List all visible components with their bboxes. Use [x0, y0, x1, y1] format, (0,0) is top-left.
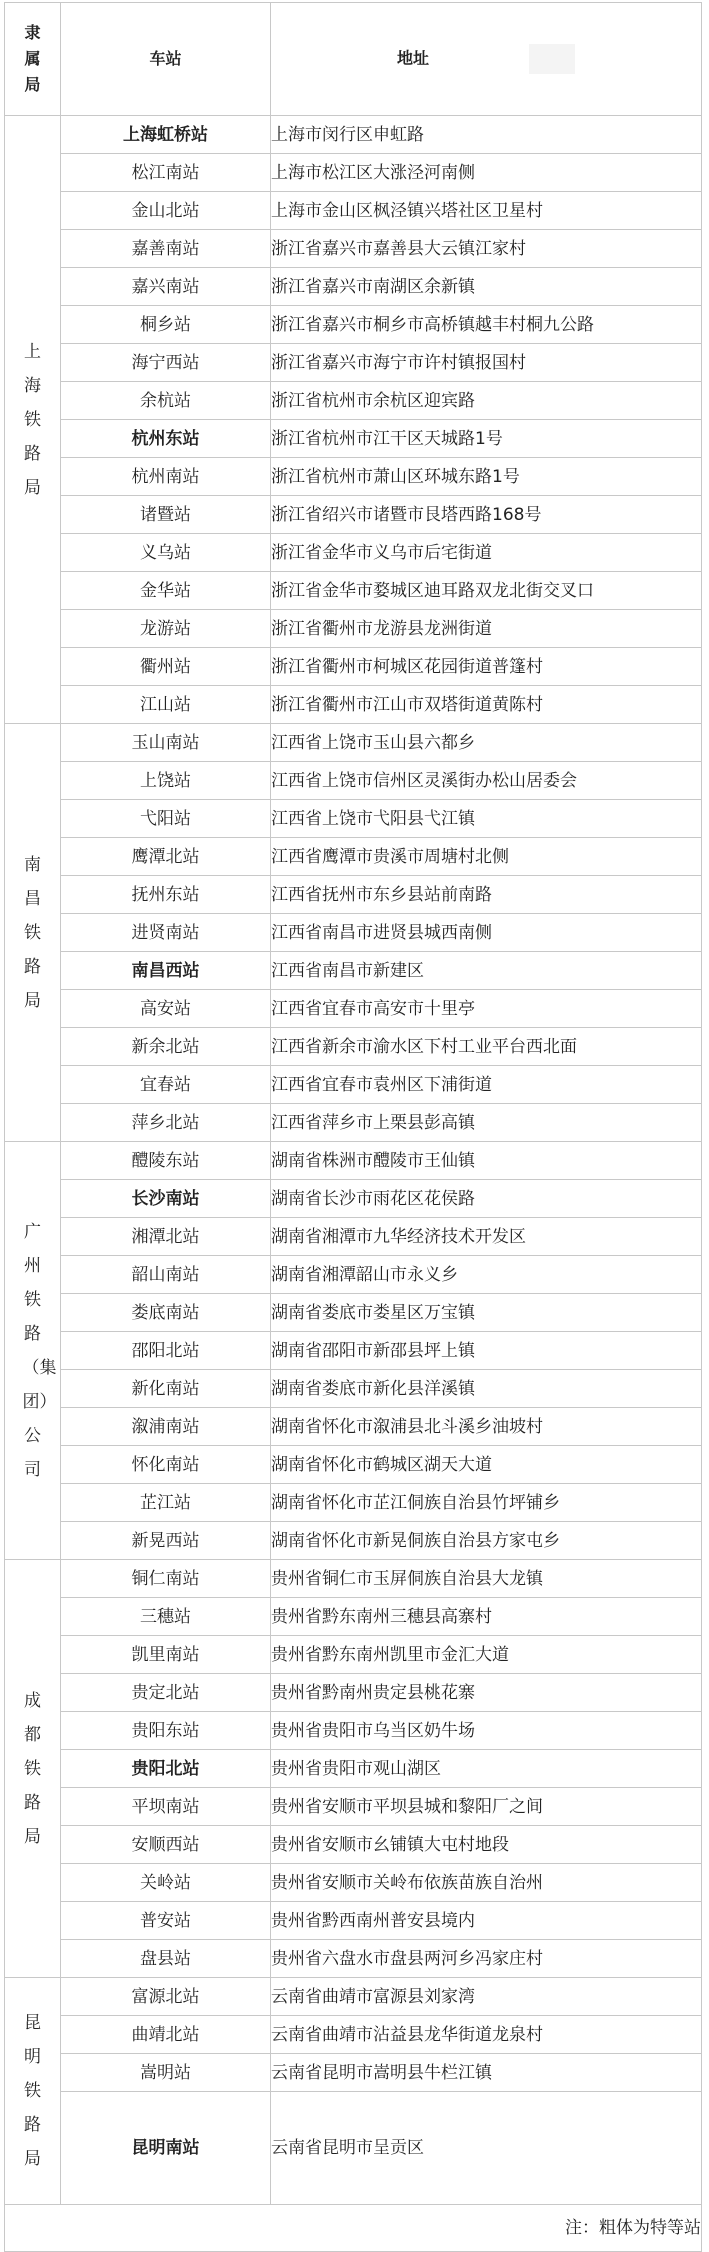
- table-row: [5, 116, 702, 154]
- address-cell: 上海市闵行区申虹路: [271, 116, 702, 154]
- table-row: [5, 1484, 702, 1522]
- station-cell: 贵阳北站: [61, 1750, 271, 1788]
- address-cell: 江西省宜春市袁州区下浦街道: [271, 1066, 702, 1104]
- table-row: [5, 1940, 702, 1978]
- address-cell: 湖南省怀化市芷江侗族自治县竹坪铺乡: [271, 1484, 702, 1522]
- address-cell: 浙江省绍兴市诸暨市艮塔西路168号: [271, 496, 702, 534]
- station-cell: 平坝南站: [61, 1788, 271, 1826]
- address-cell: 湖南省怀化市新晃侗族自治县方家屯乡: [271, 1522, 702, 1560]
- station-cell: 江山站: [61, 686, 271, 724]
- station-cell: 杭州南站: [61, 458, 271, 496]
- note-text: 注：粗体为特等站: [565, 2218, 701, 2238]
- address-cell: 湖南省湘潭韶山市永义乡: [271, 1256, 702, 1294]
- table-row: [5, 648, 702, 686]
- table-row: [5, 990, 702, 1028]
- address-cell: 湖南省株洲市醴陵市王仙镇: [271, 1142, 702, 1180]
- table-row: [5, 154, 702, 192]
- bureau-name: 上海铁路局: [24, 341, 41, 498]
- station-cell: 凯里南站: [61, 1636, 271, 1674]
- address-cell: 贵州省安顺市关岭布依族苗族自治州: [271, 1864, 702, 1902]
- address-cell: 江西省上饶市信州区灵溪街办松山居委会: [271, 762, 702, 800]
- address-cell: 江西省南昌市进贤县城西南侧: [271, 914, 702, 952]
- station-cell: 金山北站: [61, 192, 271, 230]
- table-row: [5, 1826, 702, 1864]
- table-row: [5, 952, 702, 990]
- station-cell: 新晃西站: [61, 1522, 271, 1560]
- bureau-name: 广州铁路（集团）公司: [22, 1221, 57, 1480]
- station-cell: 怀化南站: [61, 1446, 271, 1484]
- station-cell: 嵩明站: [61, 2054, 271, 2092]
- address-cell: 湖南省长沙市雨花区花侯路: [271, 1180, 702, 1218]
- station-cell: 衢州站: [61, 648, 271, 686]
- table-row: [5, 762, 702, 800]
- table-row: [5, 686, 702, 724]
- header-bureau-label: 隶属局: [24, 23, 41, 94]
- table-row: [5, 724, 702, 762]
- table-row: [5, 496, 702, 534]
- station-cell: 贵定北站: [61, 1674, 271, 1712]
- table-row: [5, 1218, 702, 1256]
- station-cell: 新余北站: [61, 1028, 271, 1066]
- address-cell: 湖南省湘潭市九华经济技术开发区: [271, 1218, 702, 1256]
- address-cell: 贵州省黔西南州普安县境内: [271, 1902, 702, 1940]
- station-cell: 新化南站: [61, 1370, 271, 1408]
- station-cell: 玉山南站: [61, 724, 271, 762]
- table-row: [5, 1370, 702, 1408]
- table-row: [5, 230, 702, 268]
- address-cell: 江西省上饶市玉山县六都乡: [271, 724, 702, 762]
- header-address-label: 地址: [396, 48, 429, 68]
- station-cell: 上海虹桥站: [61, 116, 271, 154]
- station-cell: 铜仁南站: [61, 1560, 271, 1598]
- address-cell: 贵州省黔南州贵定县桃花寨: [271, 1674, 702, 1712]
- table-row: [5, 572, 702, 610]
- station-cell: 鹰潭北站: [61, 838, 271, 876]
- address-cell: 云南省曲靖市富源县刘家湾: [271, 1978, 702, 2016]
- address-cell: 贵州省安顺市平坝县城和黎阳厂之间: [271, 1788, 702, 1826]
- station-cell: 贵阳东站: [61, 1712, 271, 1750]
- header-station-label: 车站: [149, 49, 182, 68]
- address-cell: 浙江省嘉兴市南湖区余新镇: [271, 268, 702, 306]
- station-cell: 长沙南站: [61, 1180, 271, 1218]
- bureau-cell: [5, 1560, 61, 1978]
- address-cell: 浙江省金华市婺城区迪耳路双龙北街交叉口: [271, 572, 702, 610]
- table-row: [5, 458, 702, 496]
- bureau-name: 南昌铁路局: [24, 854, 41, 1011]
- station-cell: 芷江站: [61, 1484, 271, 1522]
- address-cell: 湖南省邵阳市新邵县坪上镇: [271, 1332, 702, 1370]
- table-row: [5, 1408, 702, 1446]
- table-row: [5, 306, 702, 344]
- table-row: [5, 1294, 702, 1332]
- table-row: [5, 1978, 702, 2016]
- table-row: [5, 1864, 702, 1902]
- address-cell: 贵州省六盘水市盘县两河乡冯家庄村: [271, 1940, 702, 1978]
- header-bureau: [5, 3, 61, 116]
- table-row: [5, 1674, 702, 1712]
- table-row: [5, 838, 702, 876]
- address-cell: 湖南省娄底市娄星区万宝镇: [271, 1294, 702, 1332]
- address-cell: 上海市松江区大涨泾河南侧: [271, 154, 702, 192]
- address-cell: 云南省曲靖市沾益县龙华街道龙泉村: [271, 2016, 702, 2054]
- station-cell: 安顺西站: [61, 1826, 271, 1864]
- station-cell: 三穗站: [61, 1598, 271, 1636]
- address-cell: 浙江省嘉兴市嘉善县大云镇江家村: [271, 230, 702, 268]
- table-row: [5, 2016, 702, 2054]
- station-cell: 萍乡北站: [61, 1104, 271, 1142]
- station-cell: 松江南站: [61, 154, 271, 192]
- station-cell: 进贤南站: [61, 914, 271, 952]
- address-cell: 湖南省怀化市溆浦县北斗溪乡油坡村: [271, 1408, 702, 1446]
- station-cell: 弋阳站: [61, 800, 271, 838]
- address-cell: 贵州省黔东南州凯里市金汇大道: [271, 1636, 702, 1674]
- address-cell: 浙江省嘉兴市海宁市许村镇报国村: [271, 344, 702, 382]
- station-cell: 嘉善南站: [61, 230, 271, 268]
- station-table: [4, 2, 702, 2252]
- address-cell: 江西省宜春市高安市十里亭: [271, 990, 702, 1028]
- table-row: [5, 1332, 702, 1370]
- address-cell: 江西省萍乡市上栗县彭高镇: [271, 1104, 702, 1142]
- station-cell: 桐乡站: [61, 306, 271, 344]
- table-row: [5, 344, 702, 382]
- address-cell: 浙江省衢州市江山市双塔街道黄陈村: [271, 686, 702, 724]
- table-row: [5, 268, 702, 306]
- station-cell: 曲靖北站: [61, 2016, 271, 2054]
- table-row: [5, 382, 702, 420]
- station-cell: 海宁西站: [61, 344, 271, 382]
- station-cell: 湘潭北站: [61, 1218, 271, 1256]
- table-body: [5, 116, 702, 2205]
- address-cell: 江西省鹰潭市贵溪市周塘村北侧: [271, 838, 702, 876]
- bureau-name: 成都铁路局: [24, 1690, 41, 1847]
- address-cell: 江西省南昌市新建区: [271, 952, 702, 990]
- address-cell: 浙江省杭州市余杭区迎宾路: [271, 382, 702, 420]
- table-row: [5, 800, 702, 838]
- address-cell: 云南省昆明市嵩明县牛栏江镇: [271, 2054, 702, 2092]
- table-header-row: [5, 3, 702, 116]
- address-cell: 云南省昆明市呈贡区: [271, 2092, 702, 2205]
- station-cell: 娄底南站: [61, 1294, 271, 1332]
- station-cell: 韶山南站: [61, 1256, 271, 1294]
- address-cell: 浙江省杭州市江干区天城路1号: [271, 420, 702, 458]
- header-station: [61, 3, 271, 116]
- address-cell: 江西省新余市渝水区下村工业平台西北面: [271, 1028, 702, 1066]
- table-row: [5, 1066, 702, 1104]
- table-row: [5, 534, 702, 572]
- address-cell: 浙江省衢州市柯城区花园街道普篷村: [271, 648, 702, 686]
- address-cell: 贵州省安顺市幺铺镇大屯村地段: [271, 1826, 702, 1864]
- header-address: [271, 3, 702, 116]
- table-row: [5, 2092, 702, 2205]
- bureau-cell: [5, 724, 61, 1142]
- station-cell: 昆明南站: [61, 2092, 271, 2205]
- address-cell: 江西省抚州市东乡县站前南路: [271, 876, 702, 914]
- station-cell: 杭州东站: [61, 420, 271, 458]
- station-cell: 金华站: [61, 572, 271, 610]
- bureau-cell: [5, 116, 61, 724]
- station-cell: 诸暨站: [61, 496, 271, 534]
- header-blank-box: [529, 44, 575, 74]
- station-cell: 余杭站: [61, 382, 271, 420]
- address-cell: 贵州省铜仁市玉屏侗族自治县大龙镇: [271, 1560, 702, 1598]
- table-row: [5, 1256, 702, 1294]
- table-row: [5, 1180, 702, 1218]
- station-cell: 富源北站: [61, 1978, 271, 2016]
- address-cell: 浙江省嘉兴市桐乡市高桥镇越丰村桐九公路: [271, 306, 702, 344]
- bureau-name: 昆明铁路局: [24, 2013, 41, 2169]
- station-cell: 上饶站: [61, 762, 271, 800]
- note-row: [5, 2205, 702, 2252]
- station-cell: 高安站: [61, 990, 271, 1028]
- address-cell: 湖南省怀化市鹤城区湖天大道: [271, 1446, 702, 1484]
- address-cell: 浙江省衢州市龙游县龙洲街道: [271, 610, 702, 648]
- address-cell: 上海市金山区枫泾镇兴塔社区卫星村: [271, 192, 702, 230]
- table-row: [5, 2054, 702, 2092]
- table-row: [5, 1636, 702, 1674]
- table-row: [5, 1902, 702, 1940]
- bureau-cell: [5, 1142, 61, 1560]
- table-row: [5, 610, 702, 648]
- bureau-cell: [5, 1978, 61, 2205]
- table-row: [5, 1028, 702, 1066]
- table-row: [5, 1142, 702, 1180]
- table-row: [5, 1446, 702, 1484]
- table-row: [5, 1788, 702, 1826]
- station-cell: 义乌站: [61, 534, 271, 572]
- address-cell: 贵州省贵阳市观山湖区: [271, 1750, 702, 1788]
- address-cell: 贵州省黔东南州三穗县高寨村: [271, 1598, 702, 1636]
- note-cell: [5, 2205, 702, 2252]
- table-row: [5, 1104, 702, 1142]
- address-cell: 贵州省贵阳市乌当区奶牛场: [271, 1712, 702, 1750]
- table-row: [5, 1560, 702, 1598]
- station-cell: 南昌西站: [61, 952, 271, 990]
- address-cell: 浙江省金华市义乌市后宅街道: [271, 534, 702, 572]
- address-cell: 湖南省娄底市新化县洋溪镇: [271, 1370, 702, 1408]
- address-cell: 江西省上饶市弋阳县弋江镇: [271, 800, 702, 838]
- table-row: [5, 420, 702, 458]
- station-cell: 溆浦南站: [61, 1408, 271, 1446]
- table-row: [5, 1750, 702, 1788]
- table-row: [5, 1598, 702, 1636]
- station-cell: 抚州东站: [61, 876, 271, 914]
- table-row: [5, 914, 702, 952]
- station-cell: 龙游站: [61, 610, 271, 648]
- station-cell: 嘉兴南站: [61, 268, 271, 306]
- station-cell: 邵阳北站: [61, 1332, 271, 1370]
- table-row: [5, 876, 702, 914]
- station-cell: 醴陵东站: [61, 1142, 271, 1180]
- table-row: [5, 1522, 702, 1560]
- table-row: [5, 1712, 702, 1750]
- station-cell: 盘县站: [61, 1940, 271, 1978]
- station-cell: 普安站: [61, 1902, 271, 1940]
- station-cell: 关岭站: [61, 1864, 271, 1902]
- station-cell: 宜春站: [61, 1066, 271, 1104]
- address-cell: 浙江省杭州市萧山区环城东路1号: [271, 458, 702, 496]
- table-row: [5, 192, 702, 230]
